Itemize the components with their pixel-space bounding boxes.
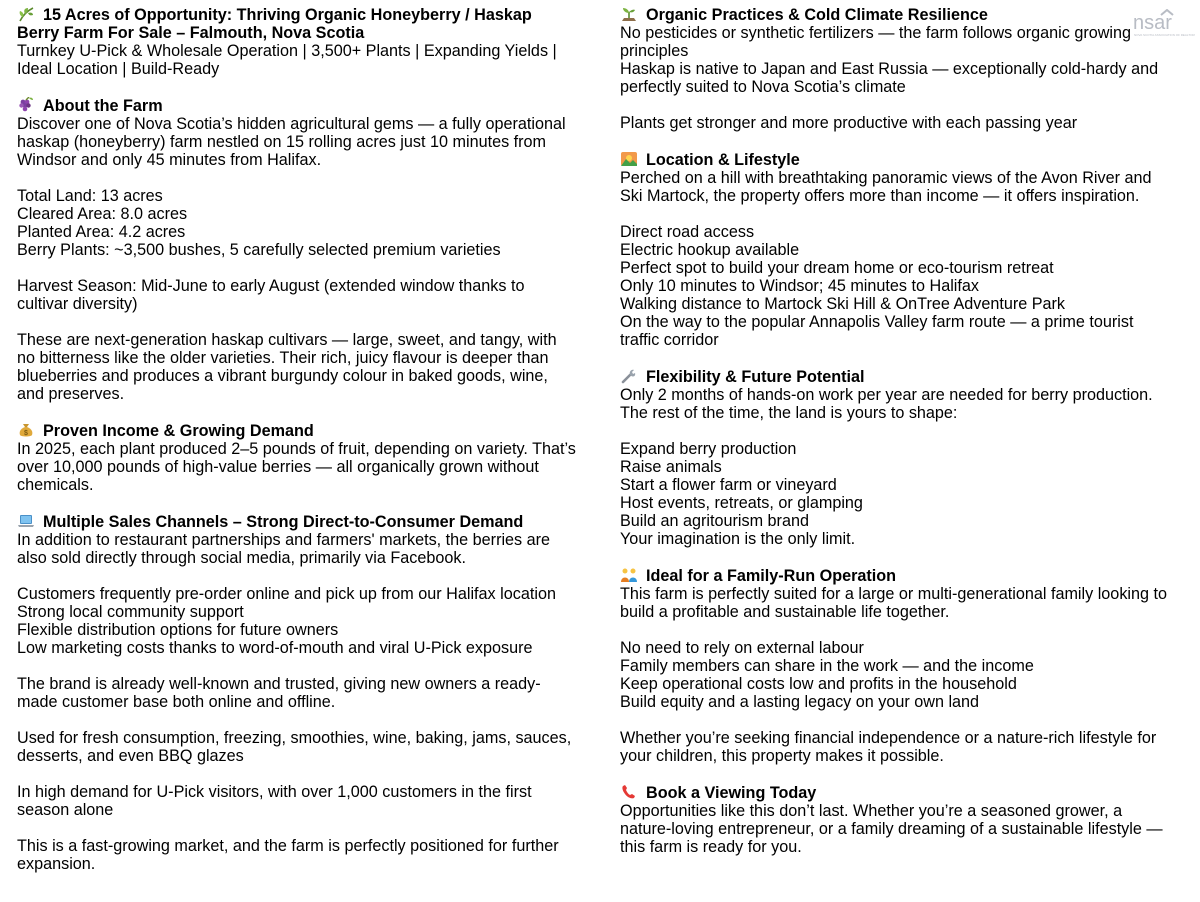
flexibility-point: Host events, retreats, or glamping — [620, 494, 863, 512]
location-point: Only 10 minutes to Windsor; 45 minutes to Halifax — [620, 277, 979, 295]
sunrise-mountains-icon — [620, 151, 640, 167]
income-heading — [17, 422, 577, 440]
family-points-list — [620, 639, 1175, 711]
location-heading-text: Location & Lifestyle — [646, 151, 800, 169]
flexibility-point: Build an agritourism brand — [620, 512, 809, 530]
organic-heading — [620, 6, 1175, 24]
sales-point: Strong local community support — [17, 603, 244, 621]
location-point: Electric hookup available — [620, 241, 800, 259]
location-point: Direct road access — [620, 223, 755, 241]
sales-point: Flexible distribution options for future owners — [17, 621, 339, 639]
wrench-icon — [620, 368, 640, 384]
family-section — [620, 567, 1175, 765]
family-closing: Whether you’re seeking financial independence or a nature-rich lifestyle for your children, this property makes it possible. — [620, 729, 1157, 765]
listing-title-row — [17, 6, 577, 42]
income-section — [17, 422, 577, 494]
herb-icon — [17, 6, 37, 22]
logo-tagline: NOVA SCOTIA ASSOCIATION OF REALTORS — [1134, 33, 1195, 37]
farm-fact: Planted Area: 4.2 acres — [17, 223, 186, 241]
flexibility-point: Start a flower farm or vineyard — [620, 476, 837, 494]
farm-fact: Cleared Area: 8.0 acres — [17, 205, 188, 223]
about-intro: Discover one of Nova Scotia’s hidden agricultural gems — a fully operational haskap (honeyberry) farm nestled on 15 rolling acres just 10 minutes from Windsor and only 45 minutes from Halifax. — [17, 115, 566, 169]
about-heading-text: About the Farm — [43, 97, 163, 115]
family-point: No need to rely on external labour — [620, 639, 864, 657]
market-text: This is a fast-growing market, and the farm is perfectly positioned for further expansion. — [17, 837, 559, 873]
flexibility-heading — [620, 368, 1175, 386]
sales-point: Customers frequently pre-order online and pick up from our Halifax location — [17, 585, 556, 603]
sales-heading — [17, 513, 577, 531]
listing-title: 15 Acres of Opportunity: Thriving Organic Honeyberry / Haskap Berry Farm For Sale – Falmouth, Nova Scotia — [17, 6, 532, 42]
flexibility-point: Raise animals — [620, 458, 722, 476]
left-column — [17, 6, 577, 873]
family-point: Keep operational costs low and profits in the household — [620, 675, 1017, 693]
family-point: Family members can share in the work — and the income — [620, 657, 1034, 675]
svg-text:$: $ — [24, 430, 28, 437]
viewing-heading-text: Book a Viewing Today — [646, 784, 817, 802]
flexibility-heading-text: Flexibility & Future Potential — [646, 368, 865, 386]
family-intro: This farm is perfectly suited for a large or multi-generational family looking to build a profitable and sustainable life together. — [620, 585, 1168, 621]
flexibility-section — [620, 368, 1175, 548]
flexibility-points-list — [620, 440, 1175, 548]
harvest-season: Harvest Season: Mid-June to early August (extended window thanks to cultivar diversity) — [17, 277, 525, 313]
sales-point: Low marketing costs thanks to word-of-mouth and viral U-Pick exposure — [17, 639, 533, 657]
seedling-icon — [620, 6, 640, 22]
money-bag-icon — [17, 422, 37, 438]
location-point: Perfect spot to build your dream home or eco-tourism retreat — [620, 259, 1054, 277]
farm-facts-list — [17, 187, 577, 259]
uses-text: Used for fresh consumption, freezing, smoothies, wine, baking, jams, sauces, desserts, and even BBQ glazes — [17, 729, 572, 765]
income-heading-text: Proven Income & Growing Demand — [43, 422, 314, 440]
viewing-text: Opportunities like this don’t last. Whether you’re a seasoned grower, a nature-loving entrepreneur, or a family dreaming of a sustainable lifestyle — this farm is ready for you. — [620, 802, 1163, 856]
listing-subtitle: Turnkey U-Pick & Wholesale Operation | 3,500+ Plants | Expanding Yields | Ideal Location | Build-Ready — [17, 42, 557, 78]
flexibility-point: Expand berry production — [620, 440, 797, 458]
organic-text-3: Plants get stronger and more productive with each passing year — [620, 114, 1078, 132]
location-section — [620, 151, 1175, 349]
income-text: In 2025, each plant produced 2–5 pounds of fruit, depending on variety. That’s over 10,000 pounds of high-value berries — all organically grown without chemicals. — [17, 440, 576, 494]
flexibility-intro: Only 2 months of hands-on work per year are needed for berry production. The rest of the time, the land is yours to shape: — [620, 386, 1153, 422]
sales-points-list — [17, 585, 577, 657]
upick-text: In high demand for U-Pick visitors, with over 1,000 customers in the first season alone — [17, 783, 532, 819]
organic-section — [620, 6, 1175, 132]
grapes-icon — [17, 97, 37, 113]
family-heading-text: Ideal for a Family-Run Operation — [646, 567, 897, 585]
right-column — [620, 6, 1175, 856]
organic-text-2: Haskap is native to Japan and East Russia — exceptionally cold-hardy and perfectly suited to Nova Scotia’s climate — [620, 60, 1159, 96]
location-intro: Perched on a hill with breathtaking panoramic views of the Avon River and Ski Martock, the property offers more than income — it offers inspiration. — [620, 169, 1152, 205]
flexibility-point: Your imagination is the only limit. — [620, 530, 856, 548]
location-points-list — [620, 223, 1175, 349]
family-icon — [620, 567, 640, 583]
viewing-section — [620, 784, 1175, 856]
farm-fact: Berry Plants: ~3,500 bushes, 5 carefully selected premium varieties — [17, 241, 501, 259]
viewing-heading — [620, 784, 1175, 802]
location-heading — [620, 151, 1175, 169]
sales-intro: In addition to restaurant partnerships and farmers' markets, the berries are also sold directly through social media, primarily via Facebook. — [17, 531, 551, 567]
location-point: Walking distance to Martock Ski Hill & OnTree Adventure Park — [620, 295, 1066, 313]
about-section — [17, 97, 577, 403]
organic-text-1: No pesticides or synthetic fertilizers — the farm follows organic growing principles — [620, 24, 1132, 60]
family-heading — [620, 567, 1175, 585]
header-section — [17, 6, 577, 78]
telephone-icon — [620, 784, 640, 800]
location-point: On the way to the popular Annapolis Valley farm route — a prime tourist traffic corridor — [620, 313, 1134, 349]
laptop-icon — [17, 513, 37, 529]
sales-section — [17, 513, 577, 873]
sales-heading-text: Multiple Sales Channels – Strong Direct-to-Consumer Demand — [43, 513, 524, 531]
cultivars-description: These are next-generation haskap cultivars — large, sweet, and tangy, with no bitterness like the older varieties. Their rich, juicy flavour is deeper than blueberries and produces a vibrant burgundy colour in baked goods, wine, and preserves. — [17, 331, 557, 403]
farm-fact: Total Land: 13 acres — [17, 187, 163, 205]
family-point: Build equity and a lasting legacy on your own land — [620, 693, 980, 711]
brand-text: The brand is already well-known and trusted, giving new owners a ready-made customer base both online and offline. — [17, 675, 541, 711]
organic-heading-text: Organic Practices & Cold Climate Resilience — [646, 6, 988, 24]
about-heading — [17, 97, 577, 115]
logo-text: nsar — [1133, 12, 1172, 34]
